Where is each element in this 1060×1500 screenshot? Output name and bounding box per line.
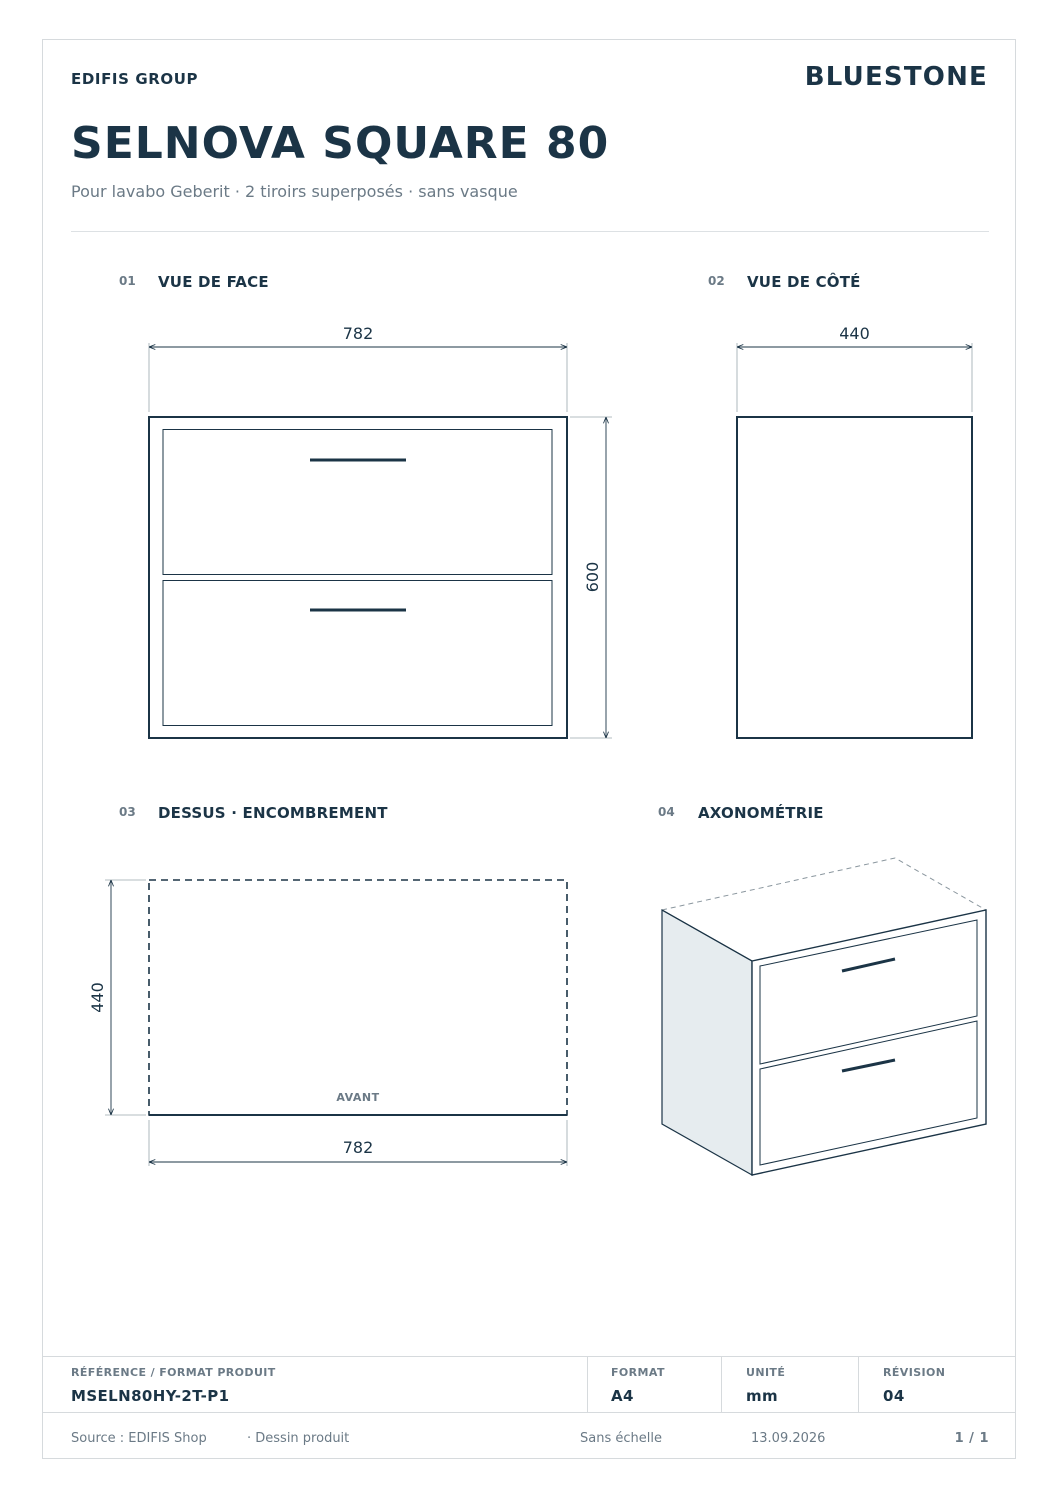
unit-value: mm (746, 1387, 779, 1405)
axo-side-panel (662, 910, 752, 1175)
axo-front-panel (752, 910, 986, 1175)
side-view-number: 02 (708, 274, 725, 288)
revision-value: 04 (883, 1387, 905, 1405)
title-block-bottom-rule (43, 1412, 1015, 1413)
top-view-number: 03 (119, 805, 136, 819)
front-view (149, 324, 612, 738)
company-name: EDIFIS GROUP (71, 70, 199, 88)
format-label: FORMAT (611, 1366, 665, 1379)
front-width-label: 782 (342, 324, 374, 343)
brand-logo-text: BLUESTONE (804, 62, 988, 92)
lower-drawer-front (163, 581, 552, 726)
side-view-title: VUE DE CÔTÉ (747, 273, 861, 291)
reference-value: MSELN80HY-2T-P1 (71, 1387, 230, 1405)
reference-label: RÉFÉRENCE / FORMAT PRODUIT (71, 1366, 276, 1379)
front-view-number: 01 (119, 274, 136, 288)
axonometric-view (662, 858, 986, 1175)
front-height-label: 600 (583, 561, 602, 593)
footer-date: 13.09.2026 (751, 1431, 826, 1446)
axo-hidden-top-edges (662, 858, 986, 910)
front-side-label: AVANT (336, 1091, 380, 1104)
side-view (737, 324, 972, 738)
title-block-divider-2 (721, 1356, 722, 1412)
unit-label: UNITÉ (746, 1366, 786, 1379)
revision-label: RÉVISION (883, 1366, 946, 1379)
axo-view-number: 04 (658, 805, 675, 819)
title-block-divider-1 (587, 1356, 588, 1412)
footer-page-number: 1 / 1 (954, 1431, 989, 1446)
page-title: SELNOVA SQUARE 80 (71, 118, 610, 169)
top-footprint-outline (149, 880, 567, 1115)
upper-drawer-front (163, 430, 552, 575)
top-view-title: DESSUS · ENCOMBREMENT (158, 804, 388, 822)
title-block-divider-3 (858, 1356, 859, 1412)
side-depth-label: 440 (839, 324, 870, 343)
footer-source: Source : EDIFIS Shop (71, 1431, 207, 1446)
top-width-label: 782 (342, 1138, 374, 1157)
footer-drawing-type: · Dessin produit (247, 1431, 350, 1446)
page-subtitle: Pour lavabo Geberit · 2 tiroirs superposés · sans vasque (71, 182, 518, 201)
front-cabinet-outline (149, 417, 567, 738)
footer-scale: Sans échelle (580, 1431, 662, 1446)
top-view (88, 880, 567, 1166)
axo-view-title: AXONOMÉTRIE (698, 804, 824, 822)
top-depth-label: 440 (88, 982, 107, 1013)
format-value: A4 (611, 1387, 634, 1405)
side-cabinet-outline (737, 417, 972, 738)
front-view-title: VUE DE FACE (158, 273, 269, 291)
title-block-top-rule (43, 1356, 1015, 1357)
